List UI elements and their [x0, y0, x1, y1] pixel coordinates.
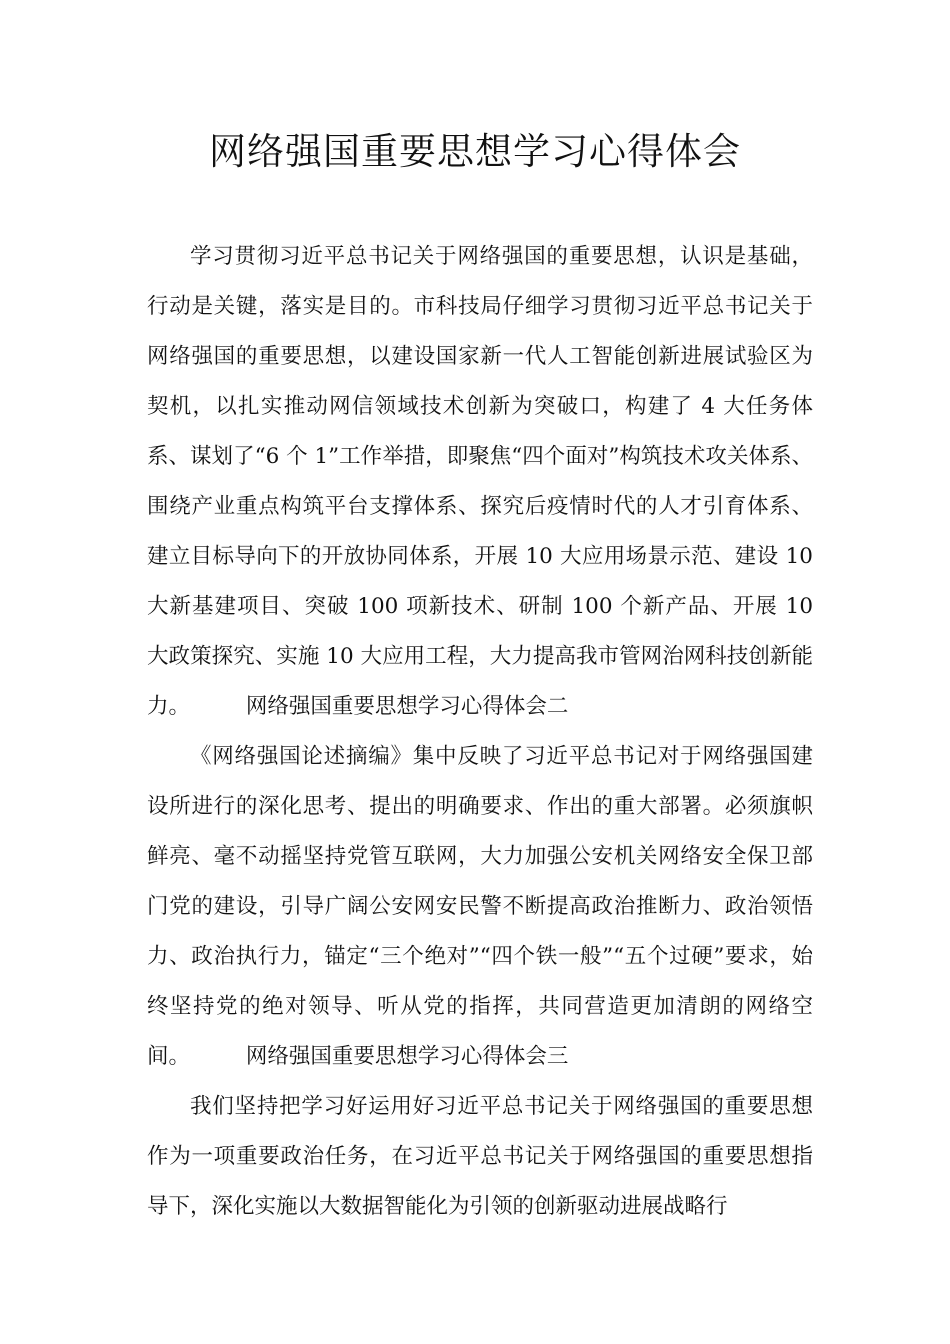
paragraph-2 — [147, 732, 813, 1082]
paragraph-1-text: 学习贯彻习近平总书记关于网络强国的重要思想，认识是基础，行动是关键，落实是目的。市科技局仔细学习贯彻习近平总书记关于网络强国的重要思想，以建设国家新一代人工智能创新进展试验区为契机，以扎实推动网信领域技术创新为突破口，构建了 4 大任务体系、谋划了“6 个 1”工作举措，即聚焦“四个面对”构筑技术攻关体系、围绕产业重点构筑平台支撑体系、探究后疫情时代的人才引育体系、建立目标导向下的开放协同体系，开展 10 大应用场景示范、建设 10 大新基建项目、突破 100 项新技术、研制 100 个新产品、开展 10 大政策探究、实施 10 大应用工程，大力提高我市管网治网科技创新能力。 — [147, 244, 813, 719]
subheading-2: 网络强国重要思想学习心得体会二 — [245, 694, 569, 719]
subheading-3: 网络强国重要思想学习心得体会三 — [245, 1044, 569, 1069]
paragraph-1 — [147, 232, 813, 732]
paragraph-3 — [147, 1082, 813, 1232]
paragraph-3-text: 我们坚持把学习好运用好习近平总书记关于网络强国的重要思想作为一项重要政治任务，在习近平总书记关于网络强国的重要思想指导下，深化实施以大数据智能化为引领的创新驱动进展战略行 — [147, 1094, 813, 1219]
paragraph-2-text: 《网络强国论述摘编》集中反映了习近平总书记对于网络强国建设所进行的深化思考、提出的明确要求、作出的重大部署。必须旗帜鲜亮、毫不动摇坚持党管互联网，大力加强公安机关网络安全保卫部门党的建设，引导广阔公安网安民警不断提高政治推断力、政治领悟力、政治执行力，锚定“三个绝对”“四个铁一般”“五个过硬”要求，始终坚持党的绝对领导、听从党的指挥，共同营造更加清朗的网络空间。 — [147, 744, 813, 1069]
document-title: 网络强国重要思想学习心得体会 — [209, 130, 741, 173]
document-body — [147, 232, 813, 1232]
